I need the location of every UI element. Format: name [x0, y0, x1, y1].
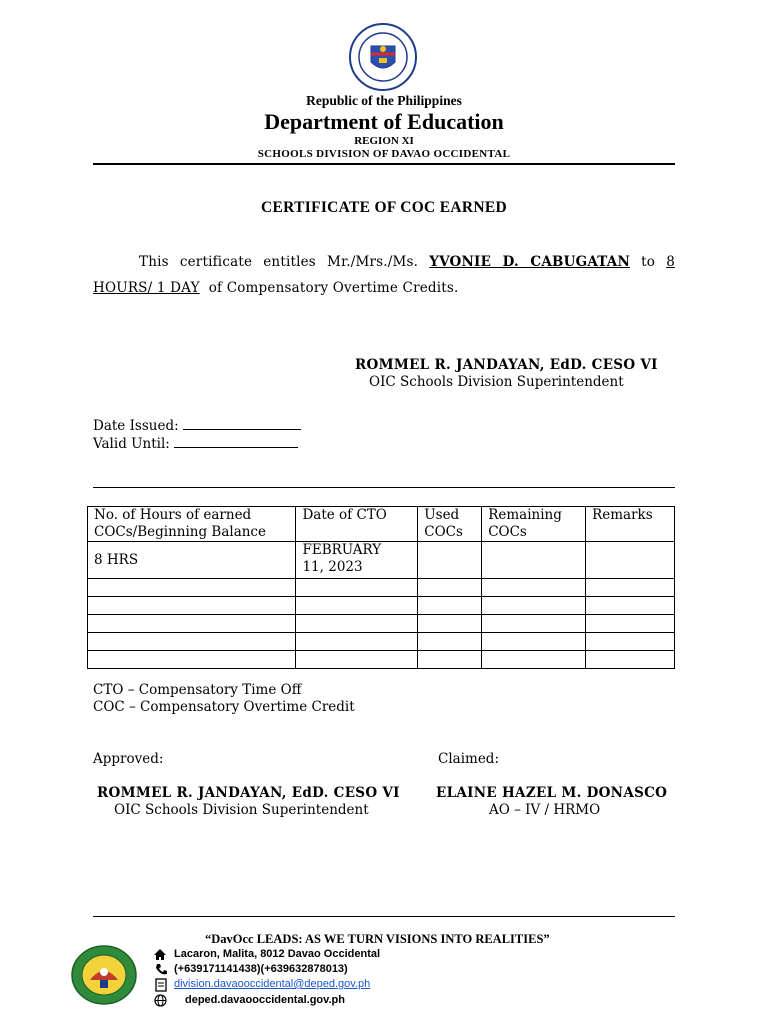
legend-coc: COC – Compensatory Overtime Credit [93, 699, 355, 715]
footer-divider [93, 916, 675, 917]
footer-motto: “DavOcc LEADS: AS WE TURN VISIONS INTO REALITIES” [205, 932, 550, 946]
date-issued-label: Date Issued: [93, 418, 179, 434]
cell-date: FEBRUARY 11, 2023 [296, 542, 418, 579]
table-row [88, 542, 675, 579]
top-signatory-position: OIC Schools Division Superintendent [369, 374, 624, 390]
table-row-blank [88, 651, 675, 669]
header-remarks: Remarks [586, 507, 675, 542]
certificate-line-2 [93, 280, 459, 296]
claimed-label: Claimed: [438, 751, 499, 767]
header-used-cocs: Used COCs [418, 507, 482, 542]
to-text: to [641, 254, 656, 270]
footer-address: Lacaron, Malita, 8012 Davao Occidental [174, 948, 381, 960]
cell-used [418, 542, 482, 579]
table-row-blank [88, 633, 675, 651]
top-signatory-name: ROMMEL R. JANDAYAN, EdD. CESO VI [355, 357, 658, 373]
valid-until-label: Valid Until: [93, 436, 170, 452]
credits-text: of Compensatory Overtime Credits. [208, 280, 459, 296]
region-line: REGION XI [354, 135, 414, 147]
cell-remarks [586, 542, 675, 579]
approved-position: OIC Schools Division Superintendent [114, 802, 369, 818]
recipient-name: YVONIE D. CABUGATAN [429, 254, 631, 270]
footer-email-link[interactable]: division.davaooccidental@deped.gov.ph [174, 978, 371, 990]
hours-number: 8 [666, 254, 675, 270]
deped-seal [348, 22, 418, 92]
table-header-row [88, 507, 675, 542]
cell-hours: 8 HRS [88, 542, 296, 579]
email-icon [155, 978, 167, 992]
claimed-position: AO – IV / HRMO [489, 802, 601, 818]
division-line: SCHOOLS DIVISION OF DAVAO OCCIDENTAL [257, 148, 511, 160]
legend-cto: CTO – Compensatory Time Off [93, 682, 302, 698]
footer-website[interactable]: deped.davaooccidental.gov.ph [185, 994, 345, 1006]
date-issued-row [93, 416, 301, 434]
claimed-name: ELAINE HAZEL M. DONASCO [436, 785, 668, 801]
division-logo [70, 944, 138, 1006]
hours-day: HOURS/ 1 DAY [93, 280, 200, 296]
header-remaining-cocs: Remaining COCs [482, 507, 586, 542]
footer-phones: (+639171141438)(+639632878013) [174, 963, 348, 975]
certificate-line-1 [93, 254, 675, 270]
date-issued-field[interactable] [183, 416, 301, 430]
home-icon [153, 948, 167, 961]
header-hours-earned: No. of Hours of earned COCs/Beginning Balance [88, 507, 296, 542]
valid-until-field[interactable] [174, 434, 298, 448]
valid-until-row [93, 434, 298, 452]
republic-line: Republic of the Philippines [306, 93, 462, 108]
department-title: Department of Education [264, 109, 504, 134]
header-divider [93, 163, 675, 165]
cell-remaining [482, 542, 586, 579]
section-divider [93, 487, 675, 488]
header-date-of-cto: Date of CTO [296, 507, 418, 542]
entitles-text: This certificate entitles Mr./Mrs./Ms. [139, 254, 419, 270]
certificate-title: CERTIFICATE OF COC EARNED [261, 199, 507, 216]
approved-label: Approved: [93, 751, 164, 767]
table-row-blank [88, 597, 675, 615]
phone-icon [155, 963, 167, 976]
approved-name: ROMMEL R. JANDAYAN, EdD. CESO VI [97, 785, 400, 801]
table-row-blank [88, 615, 675, 633]
coc-table [87, 506, 675, 669]
table-row-blank [88, 579, 675, 597]
web-icon [154, 994, 167, 1007]
